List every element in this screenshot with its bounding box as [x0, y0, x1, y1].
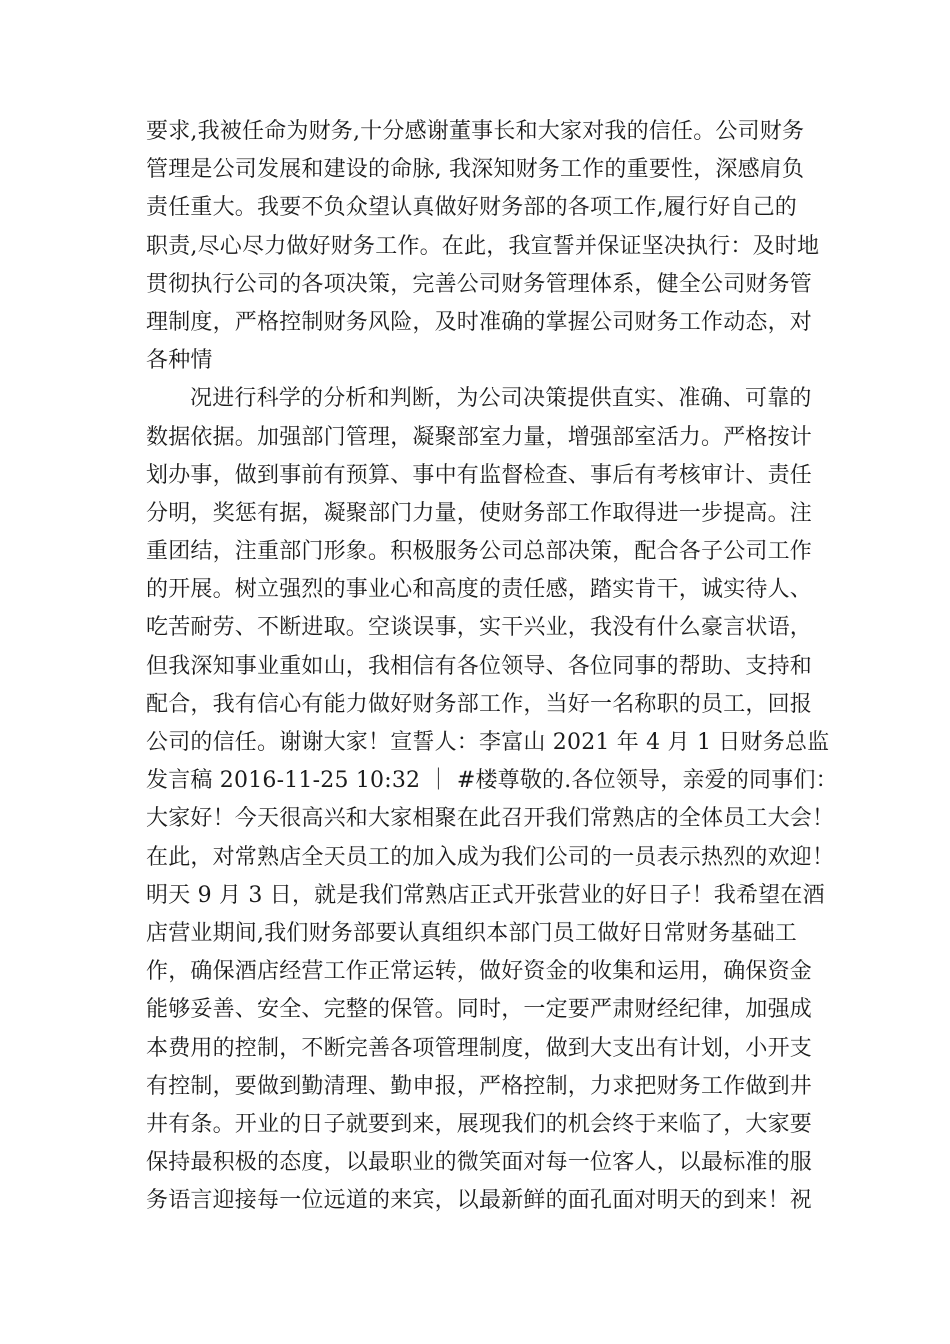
- text-line: 在此，对常熟店全天员工的加入成为我们公司的一员表示热烈的欢迎！: [146, 844, 835, 870]
- text-line: 的开展。树立强烈的事业心和高度的责任感，踏实肯干，诚实待人、: [146, 577, 813, 603]
- text-line: 发言稿 2016-11-25 10:32 ｜ #楼尊敬的.各位领导，亲爱的同事们：: [146, 768, 838, 794]
- text-line: 贯彻执行公司的各项决策，完善公司财务管理体系，健全公司财务管: [146, 271, 813, 297]
- text-line: 作，确保酒店经营工作正常运转，做好资金的收集和运用，确保资金: [146, 959, 813, 985]
- text-line: 井有条。开业的日子就要到来，展现我们的机会终于来临了，大家要: [146, 1111, 813, 1137]
- text-line: 公司的信任。谢谢大家！宣誓人：李富山 2021 年 4 月 1 日财务总监: [146, 730, 830, 755]
- text-line: 要求,我被任命为财务,十分感谢董事长和大家对我的信任。公司财务: [146, 119, 805, 144]
- text-line: 本费用的控制，不断完善各项管理制度，做到大支出有计划，小开支: [146, 1035, 813, 1061]
- body-text: [146, 113, 838, 1220]
- text-line: 有控制，要做到勤清理、勤申报，严格控制，力求把财务工作做到井: [146, 1073, 813, 1099]
- text-line: 各种情: [146, 348, 213, 374]
- text-line: 大家好！今天很高兴和大家相聚在此召开我们常熟店的全体员工大会！: [146, 806, 835, 832]
- text-line: 分明，奖惩有据，凝聚部门力量，使财务部工作取得进一步提高。注: [146, 500, 813, 526]
- text-line: 划办事，做到事前有预算、事中有监督检查、事后有考核审计、责任: [146, 462, 813, 488]
- text-line: 管理是公司发展和建设的命脉, 我深知财务工作的重要性，深感肩负: [146, 157, 805, 183]
- text-line: 但我深知事业重如山，我相信有各位领导、各位同事的帮助、支持和: [146, 653, 813, 679]
- text-line: 理制度，严格控制财务风险，及时准确的掌握公司财务工作动态，对: [146, 309, 813, 335]
- text-line: 明天 9 月 3 日，就是我们常熟店正式开张营业的好日子！我希望在酒: [146, 882, 825, 908]
- text-line: 能够妥善、安全、完整的保管。同时，一定要严肃财经纪律，加强成: [146, 997, 813, 1023]
- text-line: 重团结，注重部门形象。积极服务公司总部决策，配合各子公司工作: [146, 539, 813, 565]
- paragraph-first-line: 况进行科学的分析和判断，为公司决策提供直实、准确、可靠的: [190, 386, 812, 412]
- text-line: 数据依据。加强部门管理，凝聚部室力量，增强部室活力。严格按计: [146, 424, 813, 450]
- text-line: 责任重大。我要不负众望认真做好财务部的各项工作,履行好自己的: [146, 195, 797, 221]
- text-line: 店营业期间,我们财务部要认真组织本部门员工做好日常财务基础工: [146, 920, 797, 946]
- text-line: 配合，我有信心有能力做好财务部工作，当好一名称职的员工，回报: [146, 691, 813, 717]
- text-line: 保持最积极的态度，以最职业的微笑面对每一位客人，以最标准的服: [146, 1150, 813, 1176]
- text-line: 吃苦耐劳、不断进取。空谈误事，实干兴业，我没有什么豪言状语，: [146, 615, 813, 641]
- text-line: 务语言迎接每一位远道的来宾，以最新鲜的面孔面对明天的到来！祝: [146, 1188, 813, 1214]
- text-line: 职责,尽心尽力做好财务工作。在此，我宣誓并保证坚决执行：及时地: [146, 233, 820, 259]
